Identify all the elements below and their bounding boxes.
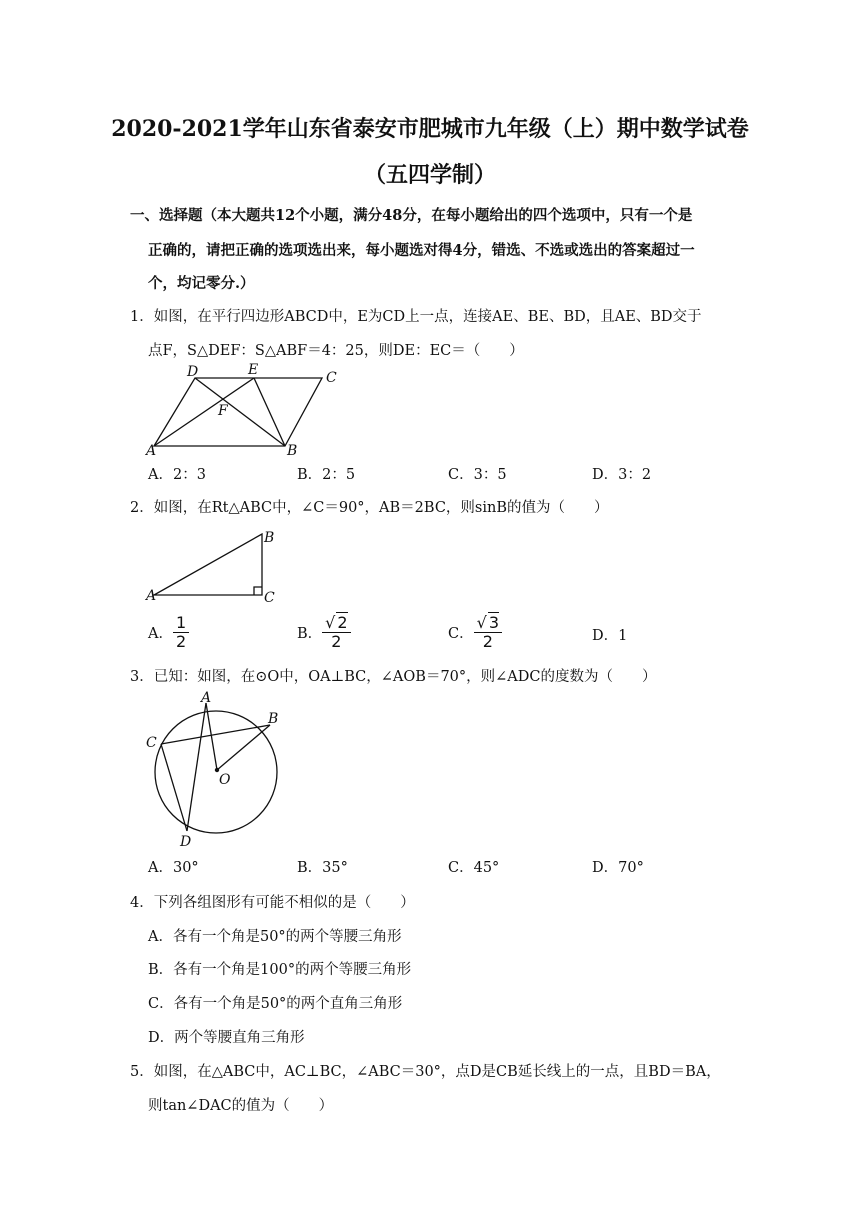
q3-option-d: D．70° bbox=[592, 860, 644, 876]
q3-option-a: A．30° bbox=[148, 860, 199, 876]
q2-option-a: A． $\frac{1}{2}$ bbox=[148, 614, 189, 651]
page-subtitle: （五四学制） bbox=[363, 162, 496, 188]
q4-option-b: B．各有一个角是100°的两个等腰三角形 bbox=[148, 962, 412, 978]
q3-option-c: C．45° bbox=[448, 860, 500, 876]
q3-label-a: A bbox=[201, 690, 212, 706]
q4-stem: 4．下列各组图形有可能不相似的是（ ） bbox=[130, 895, 415, 911]
q1-option-d: D．3：2 bbox=[592, 467, 652, 483]
q1-stem-line2: 点F，S△DEF：S△ABF＝4：25，则DE：EC＝（ ） bbox=[148, 343, 524, 359]
page-title: 2020-2021学年山东省泰安市肥城市九年级（上）期中数学试卷 bbox=[111, 116, 749, 142]
q2-option-a-fraction: $\frac{1}{2}$ bbox=[173, 614, 189, 651]
q2-option-d: D．1 bbox=[592, 628, 628, 644]
q4-option-a: A．各有一个角是50°的两个等腰三角形 bbox=[148, 929, 402, 945]
q3-label-d: D bbox=[180, 834, 192, 848]
q2-option-c-fraction: $\frac{√ 3}{2}$ bbox=[474, 614, 502, 651]
q3-label-c: C bbox=[146, 735, 157, 751]
q2-right-triangle-figure bbox=[140, 522, 290, 608]
section-heading-line3: 个，均记零分.） bbox=[148, 275, 255, 292]
q3-label-b: B bbox=[268, 711, 279, 727]
q2-option-c: C． $\frac{√ 3}{2}$ bbox=[448, 614, 502, 651]
q2-option-b: B． $\frac{√ 2}{2}$ bbox=[297, 614, 351, 651]
q1-option-a: A．2：3 bbox=[148, 467, 206, 483]
q3-circle-figure bbox=[140, 688, 290, 848]
q3-stem: 3．已知：如图，在⊙O中，OA⊥BC，∠AOB＝70°，则∠ADC的度数为（ ） bbox=[130, 669, 657, 685]
q4-option-d: D．两个等腰直角三角形 bbox=[148, 1030, 305, 1046]
q1-option-c: C．3：5 bbox=[448, 467, 507, 483]
q3-label-o: O bbox=[219, 772, 231, 788]
q2-label-b: B bbox=[264, 530, 275, 546]
q3-option-b: B．35° bbox=[297, 860, 348, 876]
q1-label-b: B bbox=[287, 443, 298, 459]
section-heading-line1: 一、选择题（本大题共12个小题，满分48分，在每小题给出的四个选项中，只有一个是 bbox=[130, 207, 693, 224]
q1-label-e: E bbox=[248, 362, 259, 378]
q5-stem-line2: 则tan∠DAC的值为（ ） bbox=[148, 1098, 334, 1114]
q1-option-b: B．2：5 bbox=[297, 467, 356, 483]
q1-label-c: C bbox=[326, 370, 337, 386]
q1-label-f: F bbox=[218, 403, 228, 419]
q2-stem: 2．如图，在Rt△ABC中，∠C＝90°，AB＝2BC，则sinB的值为（ ） bbox=[130, 500, 609, 516]
q5-stem-line1: 5．如图，在△ABC中，AC⊥BC，∠ABC＝30°，点D是CB延长线上的一点，且BD＝BA， bbox=[130, 1064, 721, 1080]
q1-label-a: A bbox=[146, 443, 157, 459]
q4-option-c: C．各有一个角是50°的两个直角三角形 bbox=[148, 996, 403, 1012]
q2-label-c: C bbox=[264, 590, 275, 606]
q2-option-b-fraction: $\frac{√ 2}{2}$ bbox=[322, 614, 350, 651]
q1-parallelogram-figure bbox=[140, 360, 350, 460]
section-heading-line2: 正确的，请把正确的选项选出来，每小题选对得4分，错选、不选或选出的答案超过一 bbox=[148, 242, 695, 259]
q1-label-d: D bbox=[187, 364, 199, 380]
q2-label-a: A bbox=[146, 588, 157, 604]
q1-stem-line1: 1．如图，在平行四边形ABCD中，E为CD上一点，连接AE、BE、BD，且AE、BD交于 bbox=[130, 309, 702, 325]
